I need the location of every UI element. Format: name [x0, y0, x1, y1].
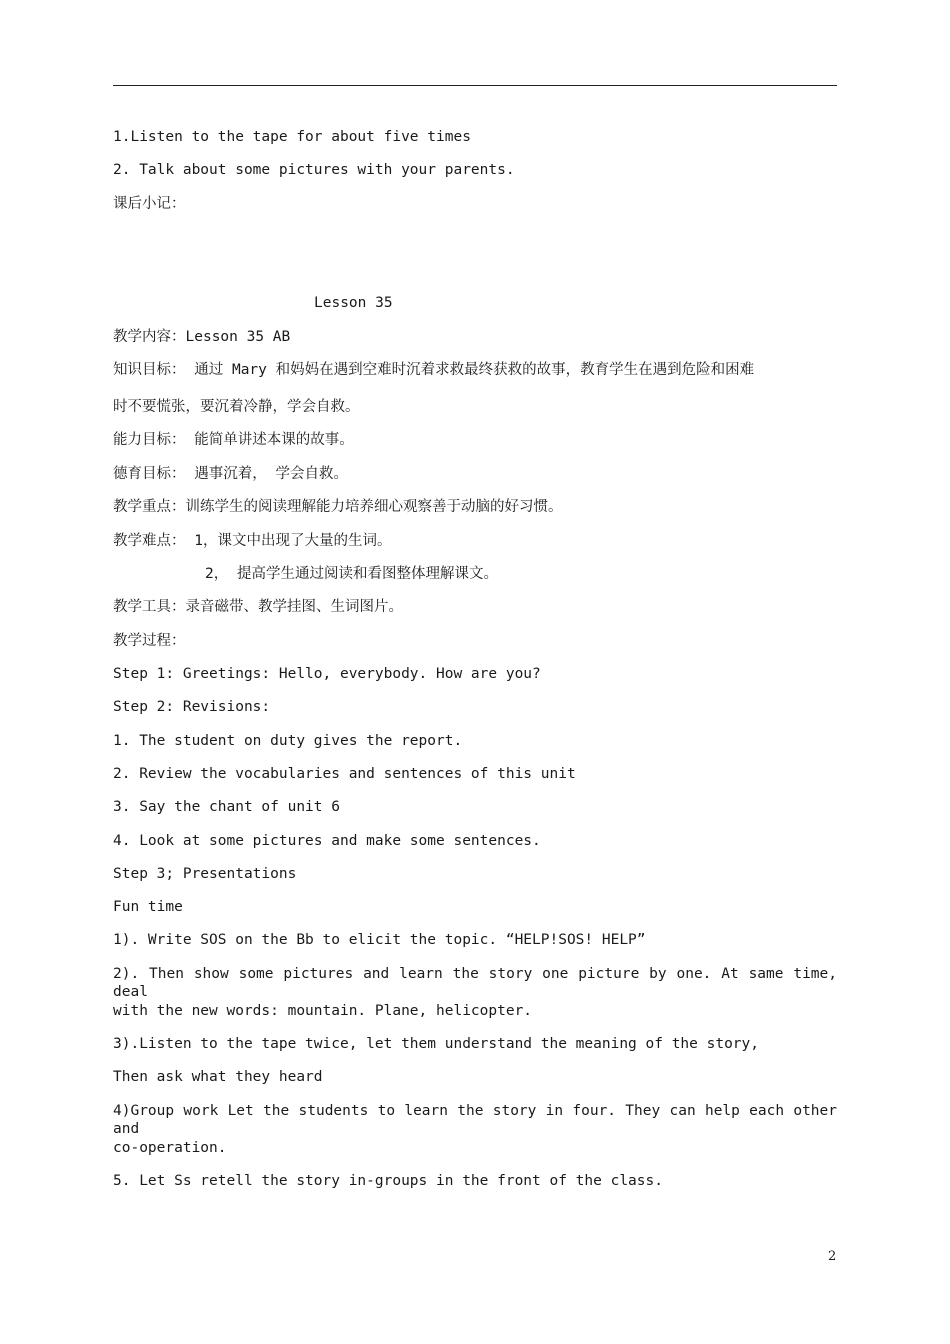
- presentation-item-3-line-2: Then ask what they heard: [113, 1069, 323, 1085]
- teaching-tools: 教学工具：录音磁带、教学挂图、生词图片。: [113, 599, 403, 615]
- knowledge-goal-line-1: 知识目标： 通过 Mary 和妈妈在遇到空难时沉着求救最终获救的故事，教育学生在遇到危险和困难: [113, 362, 755, 378]
- presentation-item-2-line-1: 2). Then show some pictures and learn the story one picture by one. At same time, deal: [113, 966, 837, 1000]
- presentation-item-4-line-1: 4)Group work Let the students to learn the story in four. They can help each other and: [113, 1103, 837, 1137]
- teaching-focus: 教学重点：训练学生的阅读理解能力培养细心观察善于动脑的好习惯。: [113, 499, 563, 515]
- presentation-item-5: 5. Let Ss retell the story in-groups in the front of the class.: [113, 1173, 663, 1189]
- step-1: Step 1: Greetings: Hello, everybody. How are you?: [113, 666, 541, 682]
- moral-goal: 德育目标： 遇事沉着， 学会自救。: [113, 466, 348, 482]
- homework-line-2: 2. Talk about some pictures with your parents.: [113, 162, 515, 178]
- presentation-item-1: 1). Write SOS on the Bb to elicit the topic. “HELP!SOS! HELP”: [113, 932, 646, 948]
- lesson-title: Lesson 35: [314, 295, 393, 311]
- page-number: 2: [828, 1249, 837, 1264]
- presentation-item-3-line-1: 3).Listen to the tape twice, let them understand the meaning of the story,: [113, 1036, 760, 1052]
- revision-item-2: 2. Review the vocabularies and sentences of this unit: [113, 766, 576, 782]
- teaching-difficulty-2: 2， 提高学生通过阅读和看图整体理解课文。: [205, 566, 498, 582]
- homework-line-1: 1.Listen to the tape for about five times: [113, 129, 471, 145]
- revision-item-4: 4. Look at some pictures and make some sentences.: [113, 833, 541, 849]
- presentation-item-2-line-2: with the new words: mountain. Plane, helicopter.: [113, 1003, 533, 1019]
- after-class-notes-label: 课后小记：: [113, 196, 186, 212]
- revision-item-3: 3. Say the chant of unit 6: [113, 799, 340, 815]
- header-rule: [113, 85, 837, 86]
- teaching-process-label: 教学过程：: [113, 633, 186, 649]
- step-3: Step 3; Presentations: [113, 866, 297, 882]
- fun-time-label: Fun time: [113, 899, 183, 915]
- step-2: Step 2: Revisions:: [113, 699, 271, 715]
- ability-goal: 能力目标： 能简单讲述本课的故事。: [113, 432, 354, 448]
- teaching-difficulty-1: 教学难点： 1，课文中出现了大量的生词。: [113, 533, 392, 549]
- presentation-item-4-line-2: co-operation.: [113, 1140, 227, 1156]
- teaching-content: 教学内容：Lesson 35 AB: [113, 329, 291, 345]
- revision-item-1: 1. The student on duty gives the report.: [113, 733, 463, 749]
- knowledge-goal-line-2: 时不要慌张，要沉着冷静，学会自救。: [113, 399, 360, 415]
